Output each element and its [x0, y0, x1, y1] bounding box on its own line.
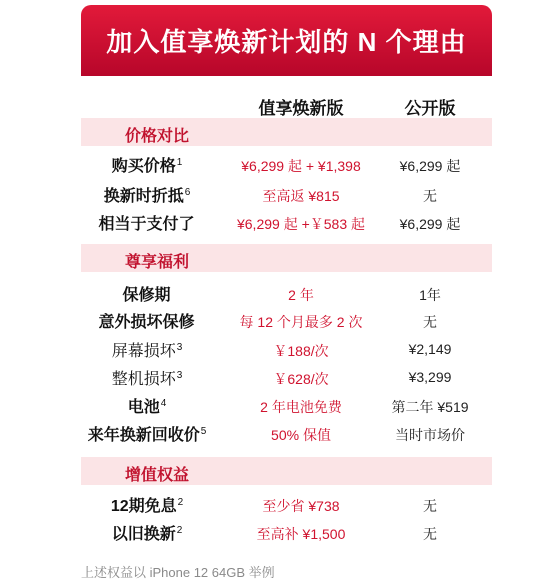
public-value-old-for-new: 无 [423, 526, 437, 542]
public-value-tradein-credit: 无 [423, 188, 437, 204]
row-label-effective-paid: 相当于支付了 [98, 216, 195, 233]
page-title: 加入值享焕新计划的 N 个理由 [106, 27, 467, 57]
plan-value-tradein-value: 50% 保值 [271, 427, 331, 443]
row-label-installments: 12期免息$^2$ [110, 496, 184, 515]
section-label: 尊享福利 [125, 254, 190, 271]
section-header-price [81, 118, 492, 146]
row-label-purchase-price: 购买价格$^1$ [111, 156, 183, 175]
row-label-tradein-value: 来年换新回收价$^5$ [87, 425, 207, 444]
row-label-battery: 电池$^4$ [127, 397, 167, 416]
column-header-plan: 值享焕新版 [258, 99, 344, 118]
footnote: 上述权益以 iPhone 12 64GB 举例 [81, 565, 275, 580]
row-label-warranty: 保修期 [122, 287, 171, 304]
row-label-old-for-new: 以旧换新$^2$ [111, 524, 183, 543]
public-value-screen-damage: ¥2,149 [408, 341, 452, 357]
row-label-screen-damage: 屏幕损坏$^3$ [111, 341, 183, 360]
plan-value-old-for-new: 至高补 ¥1,500 [256, 526, 346, 542]
public-value-device-damage: ¥3,299 [408, 369, 452, 385]
plan-value-battery: 2 年电池免费 [260, 399, 342, 415]
plan-value-purchase-price: ¥6,299 起 + ¥1,398 [241, 158, 361, 174]
public-value-warranty: 1年 [419, 287, 441, 303]
row-label-device-damage: 整机损坏$^3$ [111, 369, 183, 388]
public-value-purchase-price: ¥6,299 起 [399, 158, 461, 174]
column-header-public: 公开版 [404, 99, 456, 118]
section-header-value-added [81, 457, 492, 485]
plan-value-device-damage: ￥628/次 [273, 371, 329, 387]
public-value-tradein-value: 当时市场价 [395, 427, 465, 443]
plan-value-tradein-credit: 至高返 ¥815 [262, 188, 340, 204]
plan-value-warranty: 2 年 [288, 287, 314, 303]
section-label: 价格对比 [125, 128, 190, 145]
public-value-effective-paid: ¥6,299 起 [399, 216, 461, 232]
public-value-accidental-damage: 无 [423, 314, 437, 330]
section-header-benefits [81, 244, 492, 272]
row-label-tradein-credit: 换新时折抵$^6$ [103, 186, 191, 205]
plan-value-screen-damage: ￥188/次 [273, 343, 329, 359]
row-label-accidental-damage: 意外损坏保修 [98, 314, 195, 331]
title-banner [81, 5, 492, 76]
public-value-battery: 第二年 ¥519 [391, 399, 469, 415]
public-value-installments: 无 [423, 498, 437, 514]
plan-value-installments: 至少省 ¥738 [262, 498, 340, 514]
plan-value-accidental-damage: 每 12 个月最多 2 次 [239, 314, 363, 330]
section-label: 增值权益 [125, 467, 190, 484]
plan-value-effective-paid: ¥6,299 起 +￥583 起 [236, 216, 366, 232]
